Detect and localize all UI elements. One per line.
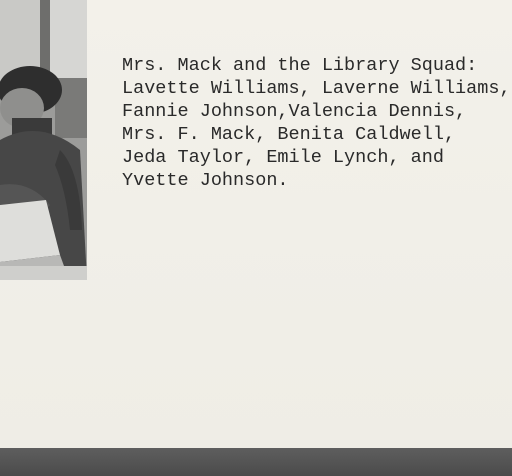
- caption-line: Mrs. F. Mack, Benita Caldwell,: [122, 124, 456, 145]
- caption-line: Mrs. Mack and the Library Squad:: [122, 55, 478, 76]
- caption-line: Jeda Taylor, Emile Lynch, and: [122, 147, 444, 168]
- photo-caption: [122, 54, 512, 192]
- caption-line: Yvette Johnson.: [122, 170, 289, 191]
- photo-image: [0, 0, 87, 280]
- library-squad-photo: [0, 0, 87, 280]
- bottom-border-band: [0, 448, 512, 476]
- caption-line: Lavette Williams, Laverne Williams,: [122, 78, 511, 99]
- caption-line: Fannie Johnson,Valencia Dennis,: [122, 101, 467, 122]
